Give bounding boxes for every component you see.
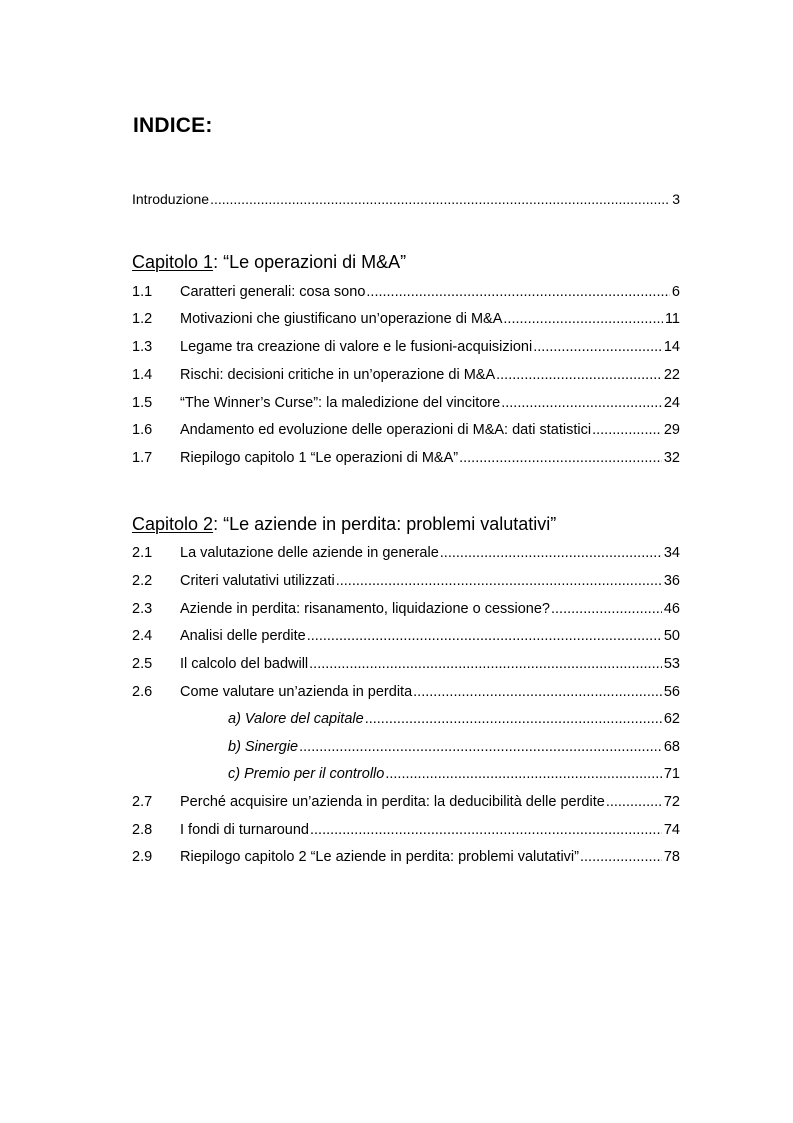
toc-entry-number: 1.4: [132, 367, 153, 383]
toc-entry-page: 36: [663, 573, 680, 589]
toc-entry-page: 11: [664, 311, 680, 327]
chapter-label: Capitolo 1: [132, 252, 214, 272]
toc-entry-title: c) Premio per il controllo: [228, 766, 385, 782]
dot-leader: [307, 626, 662, 646]
dot-leader: [366, 282, 670, 302]
toc-entry-title: Legame tra creazione di valore e le fusioni-acquisizioni: [180, 339, 533, 355]
chapter-heading-1: [132, 250, 406, 274]
dot-leader: [440, 543, 662, 563]
chapter-heading-2: [132, 512, 556, 536]
toc-entry-introduzione[interactable]: [132, 189, 680, 209]
toc-entry-page: 74: [663, 822, 680, 838]
dot-leader: [551, 599, 662, 619]
toc-entry-number: 1.3: [132, 339, 153, 355]
toc-entry-page: 68: [663, 739, 680, 755]
toc-entry-page: 14: [663, 339, 680, 355]
toc-entry[interactable]: [132, 599, 680, 619]
toc-entry-title: Perché acquisire un’azienda in perdita: la deducibilità delle perdite: [180, 794, 605, 810]
toc-entry-page: 24: [663, 395, 680, 411]
toc-entry-title: Introduzione: [132, 191, 210, 207]
toc-entry[interactable]: [132, 337, 680, 357]
toc-entry[interactable]: [132, 448, 680, 468]
toc-entry[interactable]: [132, 847, 680, 867]
dot-leader: [385, 764, 662, 784]
toc-entry-title: La valutazione delle aziende in generale: [180, 545, 439, 561]
toc-entry-number: 1.5: [132, 395, 153, 411]
toc-entry-title: “The Winner’s Curse”: la maledizione del vincitore: [180, 395, 501, 411]
toc-entry-number: 2.2: [132, 573, 153, 589]
toc-entry[interactable]: [132, 820, 680, 840]
dot-leader: [580, 847, 662, 867]
dot-leader: [459, 448, 662, 468]
toc-entry-page: 62: [663, 711, 680, 727]
toc-entry-page: 71: [663, 766, 680, 782]
toc-entry-title: Analisi delle perdite: [180, 628, 306, 644]
toc-subentry[interactable]: [132, 709, 680, 729]
toc-entry-page: 22: [663, 367, 680, 383]
toc-entry-number: 1.6: [132, 422, 153, 438]
dot-leader: [533, 337, 662, 357]
dot-leader: [299, 737, 662, 757]
toc-entry-number: 2.9: [132, 849, 153, 865]
dot-leader: [592, 420, 662, 440]
toc-entry-title: Come valutare un’azienda in perdita: [180, 684, 413, 700]
toc-entry-title: Criteri valutativi utilizzati: [180, 573, 335, 589]
toc-entry-number: 2.8: [132, 822, 153, 838]
toc-entry-page: 50: [663, 628, 680, 644]
toc-entry-title: Riepilogo capitolo 1 “Le operazioni di M&A”: [180, 450, 459, 466]
dot-leader: [309, 654, 662, 674]
toc-entry-page: 78: [663, 849, 680, 865]
toc-entry[interactable]: [132, 571, 680, 591]
toc-entry[interactable]: [132, 682, 680, 702]
toc-entry-title: Motivazioni che giustificano un’operazione di M&A: [180, 311, 503, 327]
toc-entry[interactable]: [132, 282, 680, 302]
dot-leader: [501, 393, 662, 413]
dot-leader: [310, 820, 662, 840]
toc-entry[interactable]: [132, 420, 680, 440]
toc-entry-page: 32: [663, 450, 680, 466]
toc-entry-title: Aziende in perdita: risanamento, liquidazione o cessione?: [180, 601, 550, 617]
dot-leader: [210, 189, 670, 209]
dot-leader: [503, 309, 663, 329]
toc-entry-page: 3: [672, 191, 680, 207]
toc-entry-number: 1.1: [132, 284, 153, 300]
toc-entry[interactable]: [132, 393, 680, 413]
toc-entry-title: a) Valore del capitale: [228, 711, 364, 727]
toc-entry[interactable]: [132, 626, 680, 646]
toc-entry-number: 2.4: [132, 628, 153, 644]
dot-leader: [365, 709, 662, 729]
toc-entry-page: 46: [663, 601, 680, 617]
toc-entry-page: 6: [671, 284, 680, 300]
dot-leader: [496, 365, 662, 385]
toc-entry-page: 56: [663, 684, 680, 700]
dot-leader: [606, 792, 662, 812]
dot-leader: [413, 682, 662, 702]
page-title: INDICE:: [133, 114, 213, 137]
toc-entry-title: Rischi: decisioni critiche in un’operazione di M&A: [180, 367, 496, 383]
toc-entry[interactable]: [132, 309, 680, 329]
toc-entry-page: 53: [663, 656, 680, 672]
toc-entry-number: 2.1: [132, 545, 153, 561]
chapter-separator: :: [213, 514, 224, 534]
chapter-separator: :: [213, 252, 224, 272]
toc-entry-number: 1.2: [132, 311, 153, 327]
toc-entry[interactable]: [132, 792, 680, 812]
toc-subentry[interactable]: [132, 737, 680, 757]
toc-entry-number: 2.6: [132, 684, 153, 700]
toc-entry-title: Andamento ed evoluzione delle operazioni di M&A: dati statistici: [180, 422, 592, 438]
toc-entry-number: 2.7: [132, 794, 153, 810]
toc-entry-page: 72: [663, 794, 680, 810]
toc-entry-title: Caratteri generali: cosa sono: [180, 284, 366, 300]
toc-entry-title: I fondi di turnaround: [180, 822, 309, 838]
toc-entry[interactable]: [132, 654, 680, 674]
toc-entry-page: 34: [663, 545, 680, 561]
chapter-label: Capitolo 2: [132, 514, 214, 534]
toc-entry-number: 2.5: [132, 656, 153, 672]
dot-leader: [336, 571, 662, 591]
toc-entry-page: 29: [663, 422, 680, 438]
toc-entry[interactable]: [132, 543, 680, 563]
chapter-title: “Le operazioni di M&A”: [223, 252, 407, 272]
toc-entry-title: Riepilogo capitolo 2 “Le aziende in perdita: problemi valutativi”: [180, 849, 579, 865]
toc-entry-number: 1.7: [132, 450, 153, 466]
toc-subentry[interactable]: [132, 764, 680, 784]
toc-entry-number: 2.3: [132, 601, 153, 617]
toc-entry[interactable]: [132, 365, 680, 385]
toc-entry-title: b) Sinergie: [228, 739, 299, 755]
toc-entry-title: Il calcolo del badwill: [180, 656, 309, 672]
chapter-title: “Le aziende in perdita: problemi valutativi”: [223, 514, 557, 534]
